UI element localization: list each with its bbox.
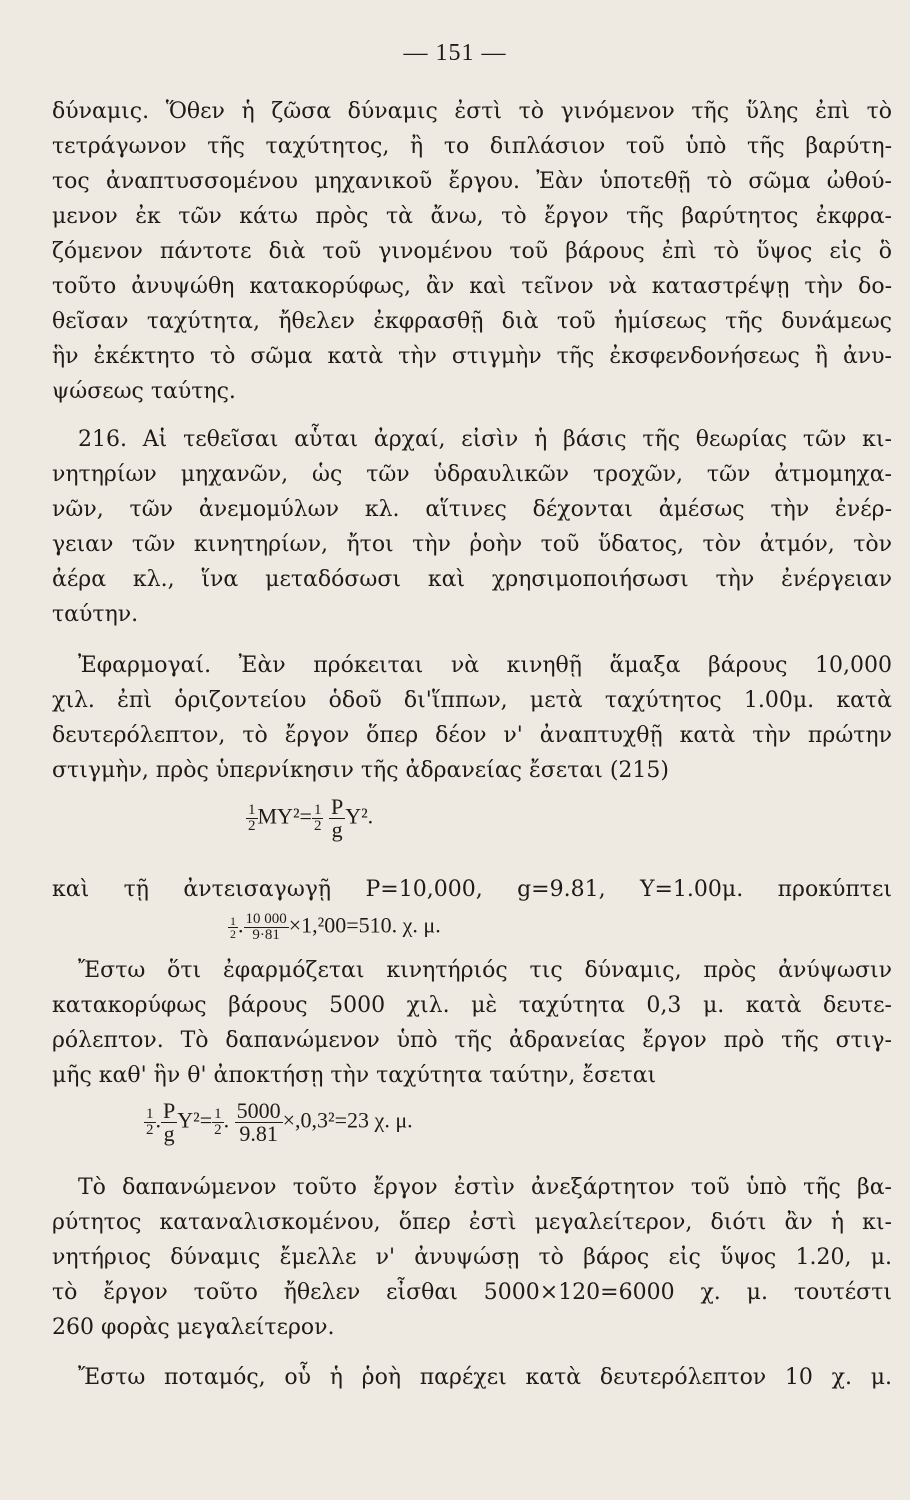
formula-numeric-2: $\frac{1}{2}$ . $\frac{P}{g}$ Υ²= $\frac{1}{2}$ . $\frac{5000}{9.81}$ ×,0,3²=23 χ. μ. bbox=[146, 1098, 413, 1146]
text-line: τὸ ἔργον τοῦτο ἤθελεν εἶσθαι 5000×120=6000 χ. μ. τουτέστι bbox=[52, 1280, 892, 1305]
text-line: Τὸ δαπανώμενον τοῦτο ἔργον ἐστὶν ἀνεξάρτητον τοῦ ὑπὸ τῆς βα- bbox=[78, 1175, 892, 1200]
text-line: καὶ τῇ ἀντεισαγωγῇ P=10,000, g=9.81, Υ=1.00μ. προκύπτει bbox=[52, 877, 892, 902]
text-line: ζόμενον πάντοτε διὰ τοῦ γινομένου τοῦ βάρους ἐπὶ τὸ ὕψος εἰς ὃ bbox=[52, 239, 892, 264]
paragraph-216-start: 216. Αἱ τεθεῖσαι αὗται ἀρχαί, εἰσὶν ἡ βάσις τῆς θεωρίας τῶν κι- bbox=[78, 427, 892, 452]
text-line: δευτερόλεπτον, τὸ ἔργον ὅπερ δέον ν' ἀναπτυχθῇ κατὰ τὴν πρώτην bbox=[52, 723, 892, 748]
text-line: δύναμις. Ὅθεν ἡ ζῶσα δύναμις ἐστὶ τὸ γινόμενον τῆς ὕλης ἐπὶ τὸ bbox=[52, 99, 892, 124]
text-line: τοῦτο ἀνυψώθη κατακορύφως, ἂν καὶ τεῖνον νὰ καταστρέψῃ τὴν δο- bbox=[52, 274, 892, 299]
text-line: ἀέρα κλ., ἵνα μεταδόσωσι καὶ χρησιμοποιήσωσι τὴν ἐνέργειαν bbox=[52, 567, 892, 592]
formula-numeric-1: $\frac{1}{2}$ . $\frac{10 000}{9\cdot 81}$ ×1,²00=510. χ. μ. bbox=[230, 911, 441, 943]
formula-kinetic-energy: $\frac{1}{2}$ MΥ²= $\frac{1}{2}$ $\frac{P}{g}$ Υ². bbox=[248, 794, 374, 842]
text-line: 260 φορὰς μεγαλείτερον. bbox=[52, 1315, 335, 1340]
text-line: γειαν τῶν κινητηρίων, ἤτοι τὴν ῥοὴν τοῦ ὕδατος, τὸν ἀτμόν, τὸν bbox=[52, 532, 892, 557]
text-line: ρόλεπτον. Τὸ δαπανώμενον ὑπὸ τῆς ἀδρανείας ἔργον πρὸ τῆς στιγ- bbox=[52, 1028, 892, 1053]
applications-heading-line: Ἐφαρμογαί. Ἐὰν πρόκειται νὰ κινηθῇ ἅμαξα βάρους 10,000 bbox=[78, 653, 892, 678]
text-line: ταύτην. bbox=[52, 602, 139, 627]
text-line: χιλ. ἐπὶ ὁριζοντείου ὁδοῦ δι'ἵππων, μετὰ ταχύτητος 1.00μ. κατὰ bbox=[52, 688, 892, 713]
text-line: στιγμὴν, πρὸς ὑπερνίκησιν τῆς ἀδρανείας ἔσεται (215) bbox=[52, 758, 670, 783]
text-line: ρύτητος καταναλισκομένου, ὅπερ ἐστὶ μεγαλείτερον, διότι ἂν ἡ κι- bbox=[52, 1210, 892, 1235]
page-number: — 151 — bbox=[403, 40, 507, 66]
text-line: μενον ἐκ τῶν κάτω πρὸς τὰ ἄνω, τὸ ἔργον τῆς βαρύτητος ἐκφρα- bbox=[52, 204, 892, 229]
text-line: ψώσεως ταύτης. bbox=[52, 379, 236, 404]
text-line: θεῖσαν ταχύτητα, ἤθελεν ἐκφρασθῇ διὰ τοῦ ἡμίσεως τῆς δυνάμεως bbox=[52, 309, 892, 334]
text-line: τετράγωνον τῆς ταχύτητος, ἢ το διπλάσιον τοῦ ὑπὸ τῆς βαρύτη- bbox=[52, 134, 892, 159]
text-line: νητήριος δύναμις ἔμελλε ν' ἀνυψώσῃ τὸ βάρος εἰς ὕψος 1.20, μ. bbox=[52, 1245, 892, 1270]
text-line: μῆς καθ' ἣν θ' ἀποκτήσῃ τὴν ταχύτητα ταύτην, ἔσεται bbox=[52, 1063, 657, 1088]
text-line: νῶν, τῶν ἀνεμομύλων κλ. αἵτινες δέχονται ἀμέσως τὴν ἐνέρ- bbox=[52, 497, 892, 522]
text-line: κατακορύφως βάρους 5000 χιλ. μὲ ταχύτητα 0,3 μ. κατὰ δευτε- bbox=[52, 993, 892, 1018]
text-line: τος ἀναπτυσσομένου μηχανικοῦ ἔργου. Ἐὰν ὑποτεθῇ τὸ σῶμα ὠθού- bbox=[52, 169, 892, 194]
text-line: Ἔστω ποταμός, οὗ ἡ ῥοὴ παρέχει κατὰ δευτερόλεπτον 10 χ. μ. bbox=[78, 1365, 892, 1390]
text-line: νητηρίων μηχανῶν, ὡς τῶν ὑδραυλικῶν τροχῶν, τῶν ἀτμομηχα- bbox=[52, 462, 892, 487]
text-line: ἣν ἐκέκτητο τὸ σῶμα κατὰ τὴν στιγμὴν τῆς ἐκσφενδονήσεως ἢ ἀνυ- bbox=[52, 344, 892, 369]
text-line: Ἔστω ὅτι ἐφαρμόζεται κινητήριός τις δύναμις, πρὸς ἀνύψωσιν bbox=[78, 958, 892, 983]
